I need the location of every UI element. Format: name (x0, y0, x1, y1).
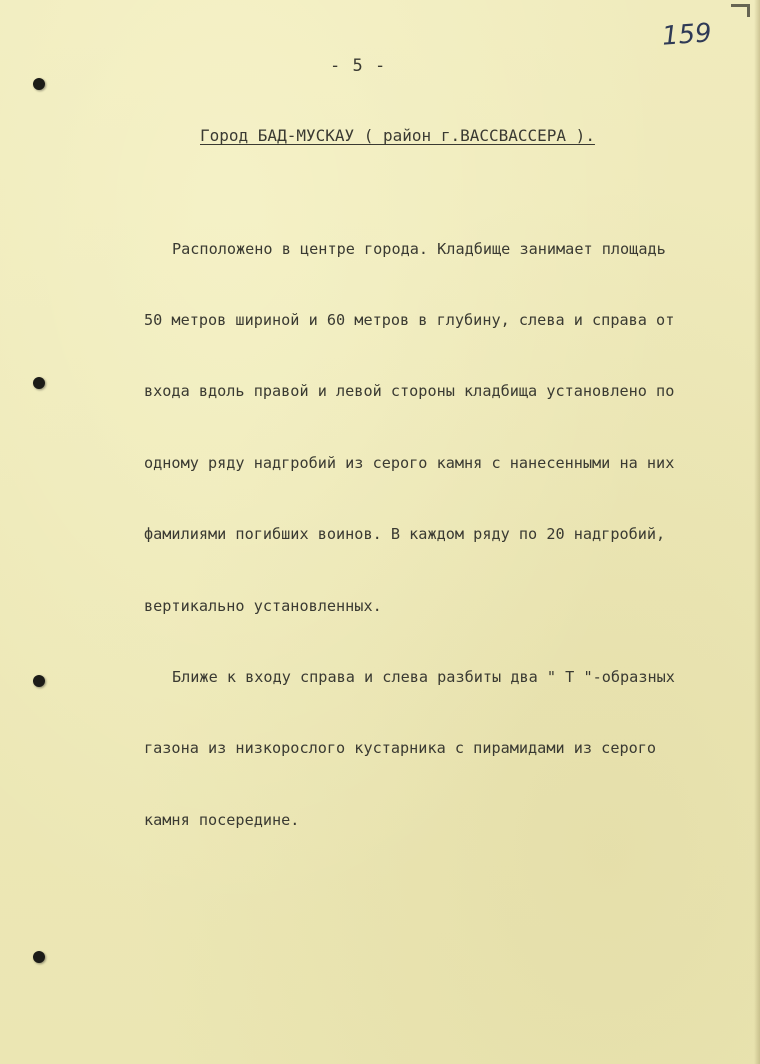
punch-hole (33, 951, 45, 963)
body-text (144, 190, 712, 880)
punch-hole (33, 675, 45, 687)
section-heading: Город БАД-МУСКАУ ( район г.ВАССВАССЕРА ). (200, 126, 595, 145)
punch-hole (33, 377, 45, 389)
text-line: газона из низкорослого кустарника с пирамидами из серого (144, 739, 657, 758)
page-number: - 5 - (330, 56, 387, 76)
text-line: камня посередине. (144, 810, 300, 829)
punch-hole (33, 78, 45, 90)
text-line: фамилиями погибших воинов. В каждом ряду по 20 надгробий, (144, 525, 666, 544)
text-line: Расположено в центре города. Кладбище занимает площадь (172, 239, 666, 258)
staple-mark (731, 4, 750, 17)
text-line: вертикально установленных. (144, 596, 382, 615)
page-edge-shadow (754, 0, 760, 1064)
handwritten-folio-number: 159 (661, 18, 713, 52)
text-line: Ближе к входу справа и слева разбиты два " Т "-образных (172, 667, 675, 686)
text-line: одному ряду надгробий из серого камня с нанесенными на них (144, 453, 675, 472)
text-line: 50 метров шириной и 60 метров в глубину, слева и справа от (144, 310, 675, 329)
text-line: входа вдоль правой и левой стороны кладбища установлено по (144, 382, 675, 401)
